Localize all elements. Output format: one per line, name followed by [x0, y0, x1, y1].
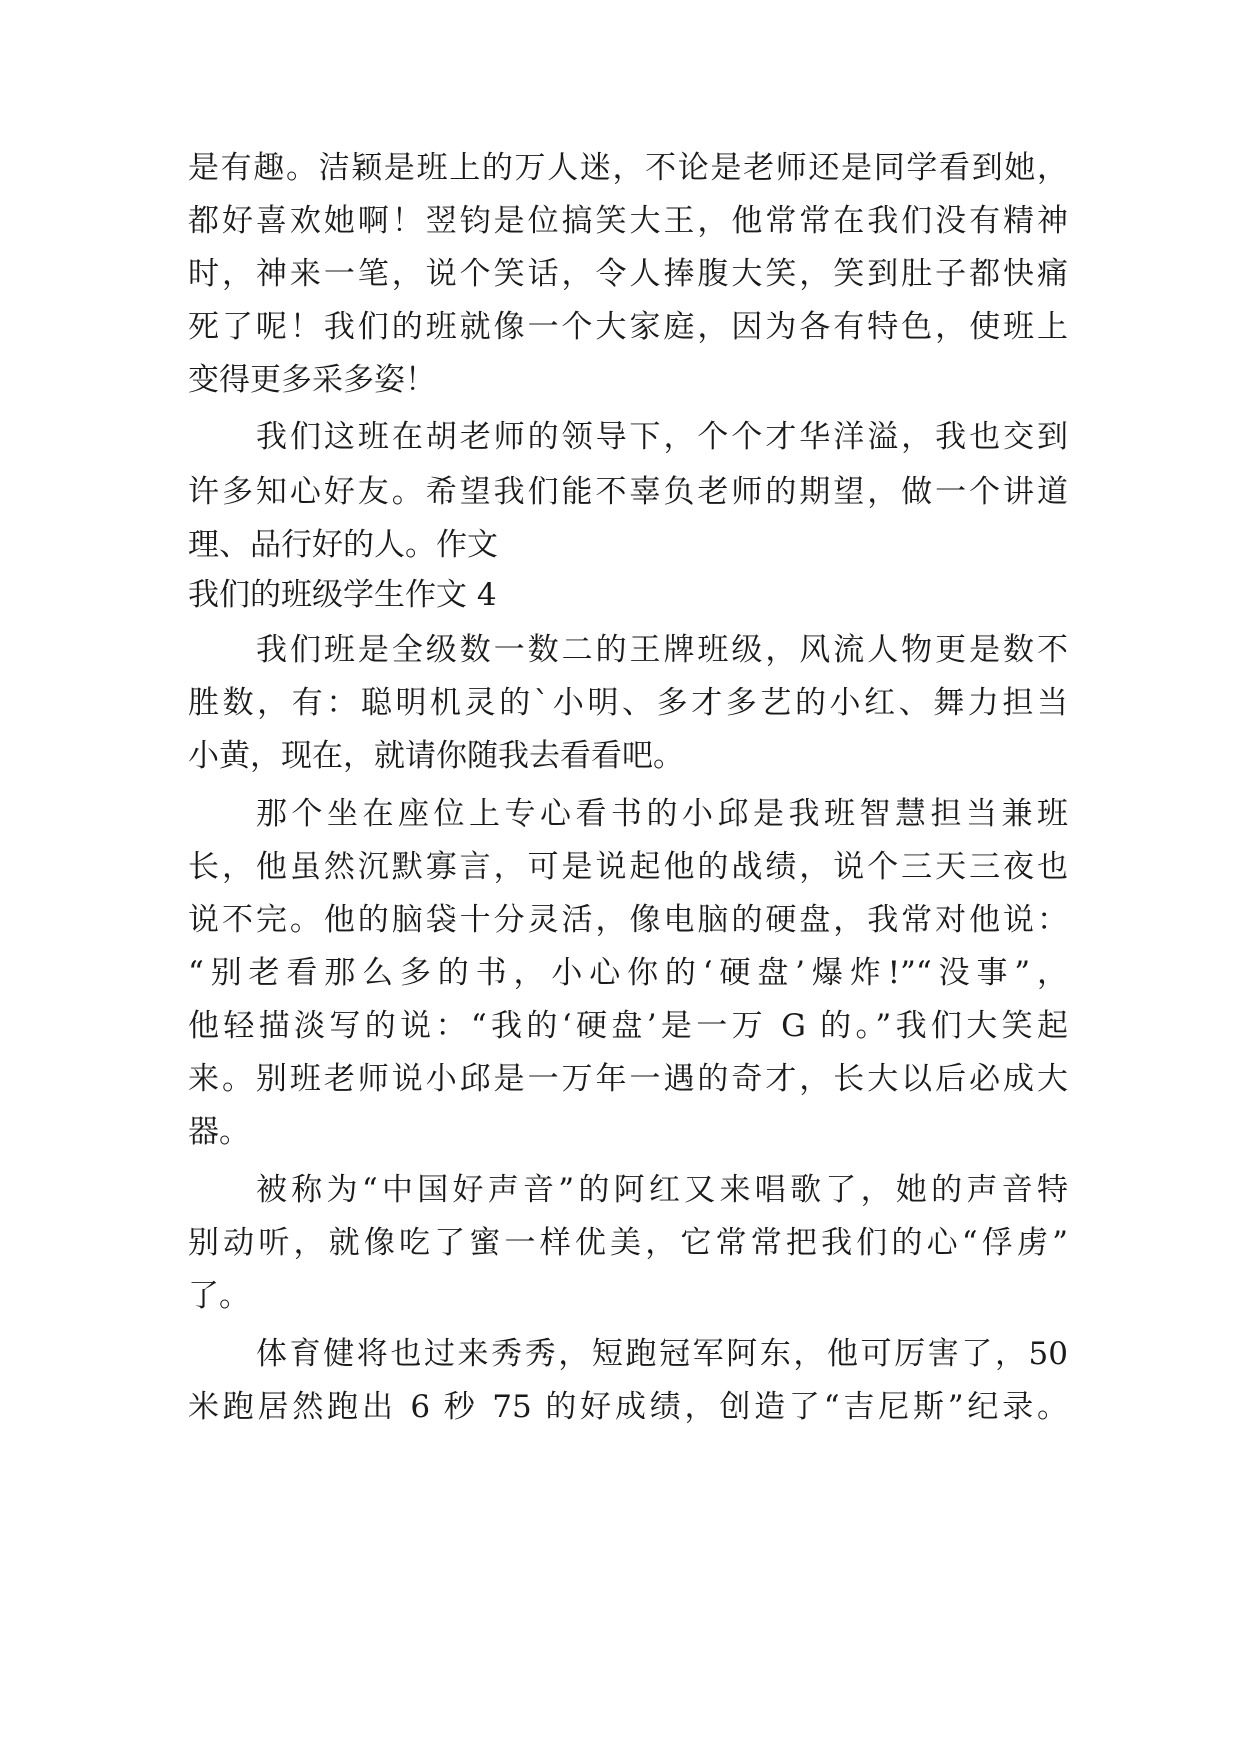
text-line: 许多知心好友。希望我们能不辜负老师的期望，做一个讲道 [188, 474, 1068, 510]
text-line: 死了呢！我们的班就像一个大家庭，因为各有特色，使班上 [188, 309, 1068, 345]
text-line: 胜数，有：聪明机灵的`小明、多才多艺的小红、舞力担当 [188, 685, 1068, 721]
text-line: 来。别班老师说小邱是一万年一遇的奇才，长大以后必成大 [188, 1061, 1068, 1097]
text-line: 我们班是全级数一数二的王牌班级，风流人物更是数不 [256, 632, 1068, 668]
text-line: 被称为“中国好声音”的阿红又来唱歌了，她的声音特 [256, 1172, 1068, 1208]
text-line: 体育健将也过来秀秀，短跑冠军阿东，他可厉害了，50 [256, 1336, 1068, 1372]
text-line: 了。 [188, 1278, 250, 1314]
text-line: 时，神来一笔，说个笑话，令人捧腹大笑，笑到肚子都快痛 [188, 256, 1068, 292]
text-line: 都好喜欢她啊！翌钧是位搞笑大王，他常常在我们没有精神 [188, 203, 1068, 239]
text-line: 他轻描淡写的说：“我的‘硬盘’是一万 G 的。”我们大笑起 [188, 1008, 1068, 1044]
text-line: 变得更多采多姿！ [188, 362, 436, 398]
text-line: 别动听，就像吃了蜜一样优美，它常常把我们的心“俘虏” [188, 1225, 1068, 1261]
text-line: 说不完。他的脑袋十分灵活，像电脑的硬盘，我常对他说： [188, 902, 1068, 938]
text-line: 是有趣。洁颖是班上的万人迷，不论是老师还是同学看到她， [188, 150, 1068, 186]
text-line: 那个坐在座位上专心看书的小邱是我班智慧担当兼班 [256, 796, 1068, 832]
text-line: 小黄，现在，就请你随我去看看吧。 [188, 738, 684, 774]
text-line: 理、品行好的人。作文 [188, 527, 498, 563]
section-heading: 我们的班级学生作文 4 [188, 577, 497, 613]
text-line: “别老看那么多的书，小心你的‘硬盘’爆炸!”“没事”， [188, 955, 1068, 991]
text-line: 器。 [188, 1114, 250, 1150]
text-line: 米跑居然跑出 6 秒 75 的好成绩，创造了“吉尼斯”纪录。 [188, 1389, 1068, 1425]
text-line: 长，他虽然沉默寡言，可是说起他的战绩，说个三天三夜也 [188, 849, 1068, 885]
text-line: 我们这班在胡老师的领导下，个个才华洋溢，我也交到 [256, 419, 1068, 455]
